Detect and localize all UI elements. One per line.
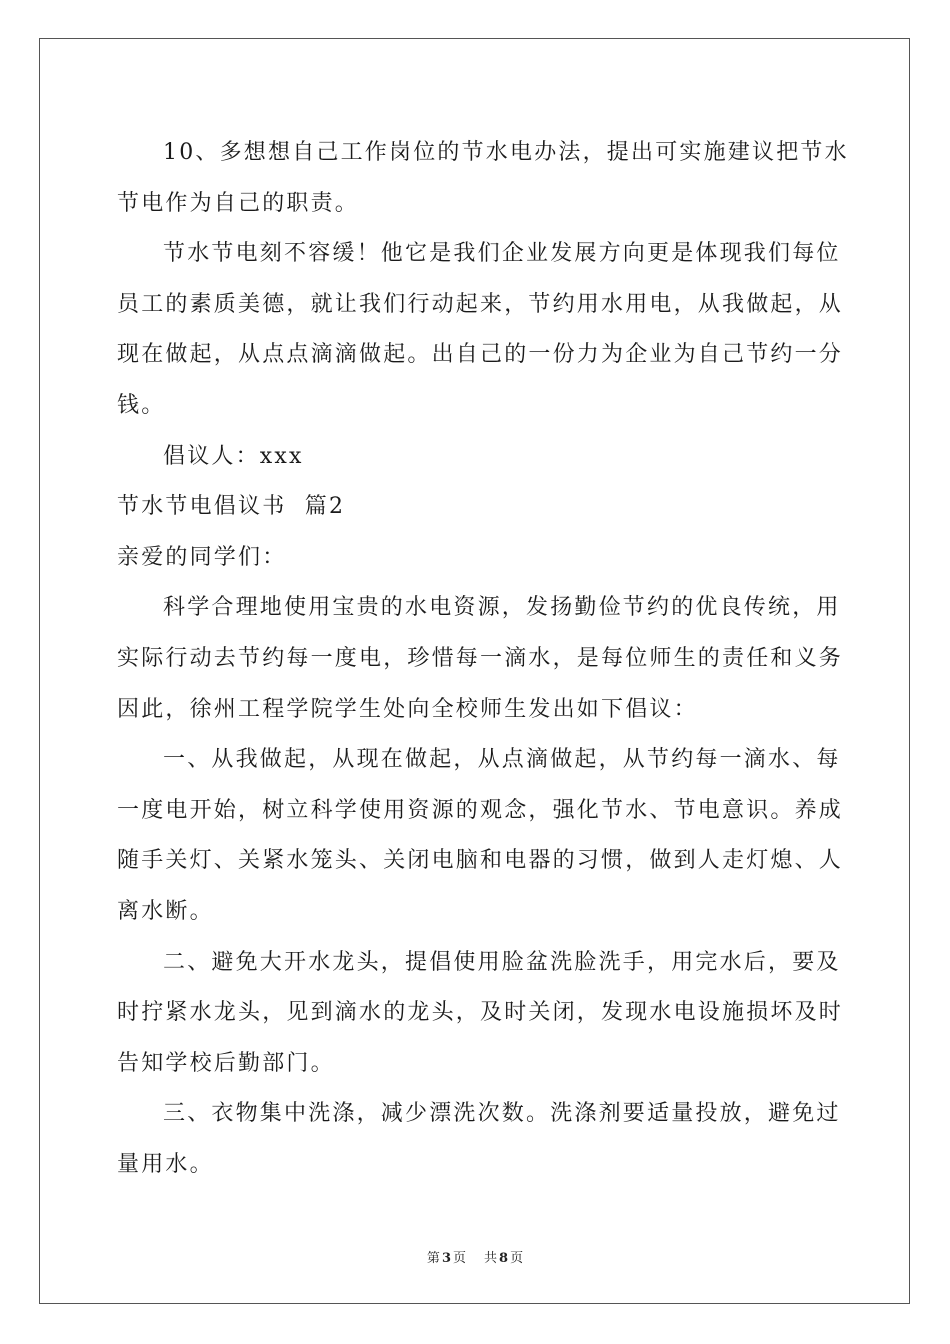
total-pages: 8 (499, 1251, 509, 1266)
paragraph-line: 离水断。 (117, 898, 214, 924)
signature: 倡议人：xxx (163, 443, 304, 469)
paragraph-line: 因此，徐州工程学院学生处向全校师生发出如下倡议： (117, 696, 698, 722)
document-body (117, 128, 849, 1190)
paragraph-line: 实际行动去节约每一度电，珍惜每一滴水，是每位师生的责任和义务 (117, 645, 844, 671)
paragraph-line: 员工的素质美德，就让我们行动起来，节约用水用电，从我做起，从 (117, 291, 844, 317)
greeting: 亲爱的同学们： (117, 544, 287, 570)
paragraph-line: 节水节电刻不容缓！他它是我们企业发展方向更是体现我们每位 (163, 241, 841, 267)
paragraph-line: 一度电开始，树立科学使用资源的观念，强化节水、节电意识。养成 (117, 797, 844, 823)
page-number: 3 (441, 1251, 451, 1266)
paragraph-line: 钱。 (117, 392, 166, 418)
paragraph-line: 节电作为自己的职责。 (117, 190, 360, 216)
page-footer (0, 1247, 950, 1266)
paragraph-line: 一、从我做起，从现在做起，从点滴做起，从节约每一滴水、每 (163, 747, 841, 773)
paragraph-line: 三、衣物集中洗涤，减少漂洗次数。洗涤剂要适量投放，避免过 (163, 1101, 841, 1127)
paragraph-line: 现在做起，从点点滴滴做起。出自己的一份力为企业为自己节约一分 (117, 342, 844, 368)
paragraph-line: 随手关灯、关紧水笼头、关闭电脑和电器的习惯，做到人走灯熄、人 (117, 848, 844, 874)
paragraph-line: 量用水。 (117, 1151, 214, 1177)
page-prefix: 第 (426, 1251, 440, 1266)
page-suffix: 页 (452, 1251, 466, 1266)
total-prefix: 共 (484, 1251, 498, 1266)
section-title: 节水节电倡议书 篇2 (117, 494, 346, 520)
paragraph-line: 二、避免大开水龙头，提倡使用脸盆洗脸洗手，用完水后，要及 (163, 949, 841, 975)
paragraph-line: 告知学校后勤部门。 (117, 1050, 335, 1076)
paragraph-line: 科学合理地使用宝贵的水电资源，发扬勤俭节约的优良传统，用 (163, 595, 841, 621)
total-suffix: 页 (510, 1251, 524, 1266)
paragraph-line: 10、多想想自己工作岗位的节水电办法，提出可实施建议把节水 (163, 140, 849, 165)
paragraph-line: 时拧紧水龙头，见到滴水的龙头，及时关闭，发现水电设施损坏及时 (117, 1000, 844, 1026)
